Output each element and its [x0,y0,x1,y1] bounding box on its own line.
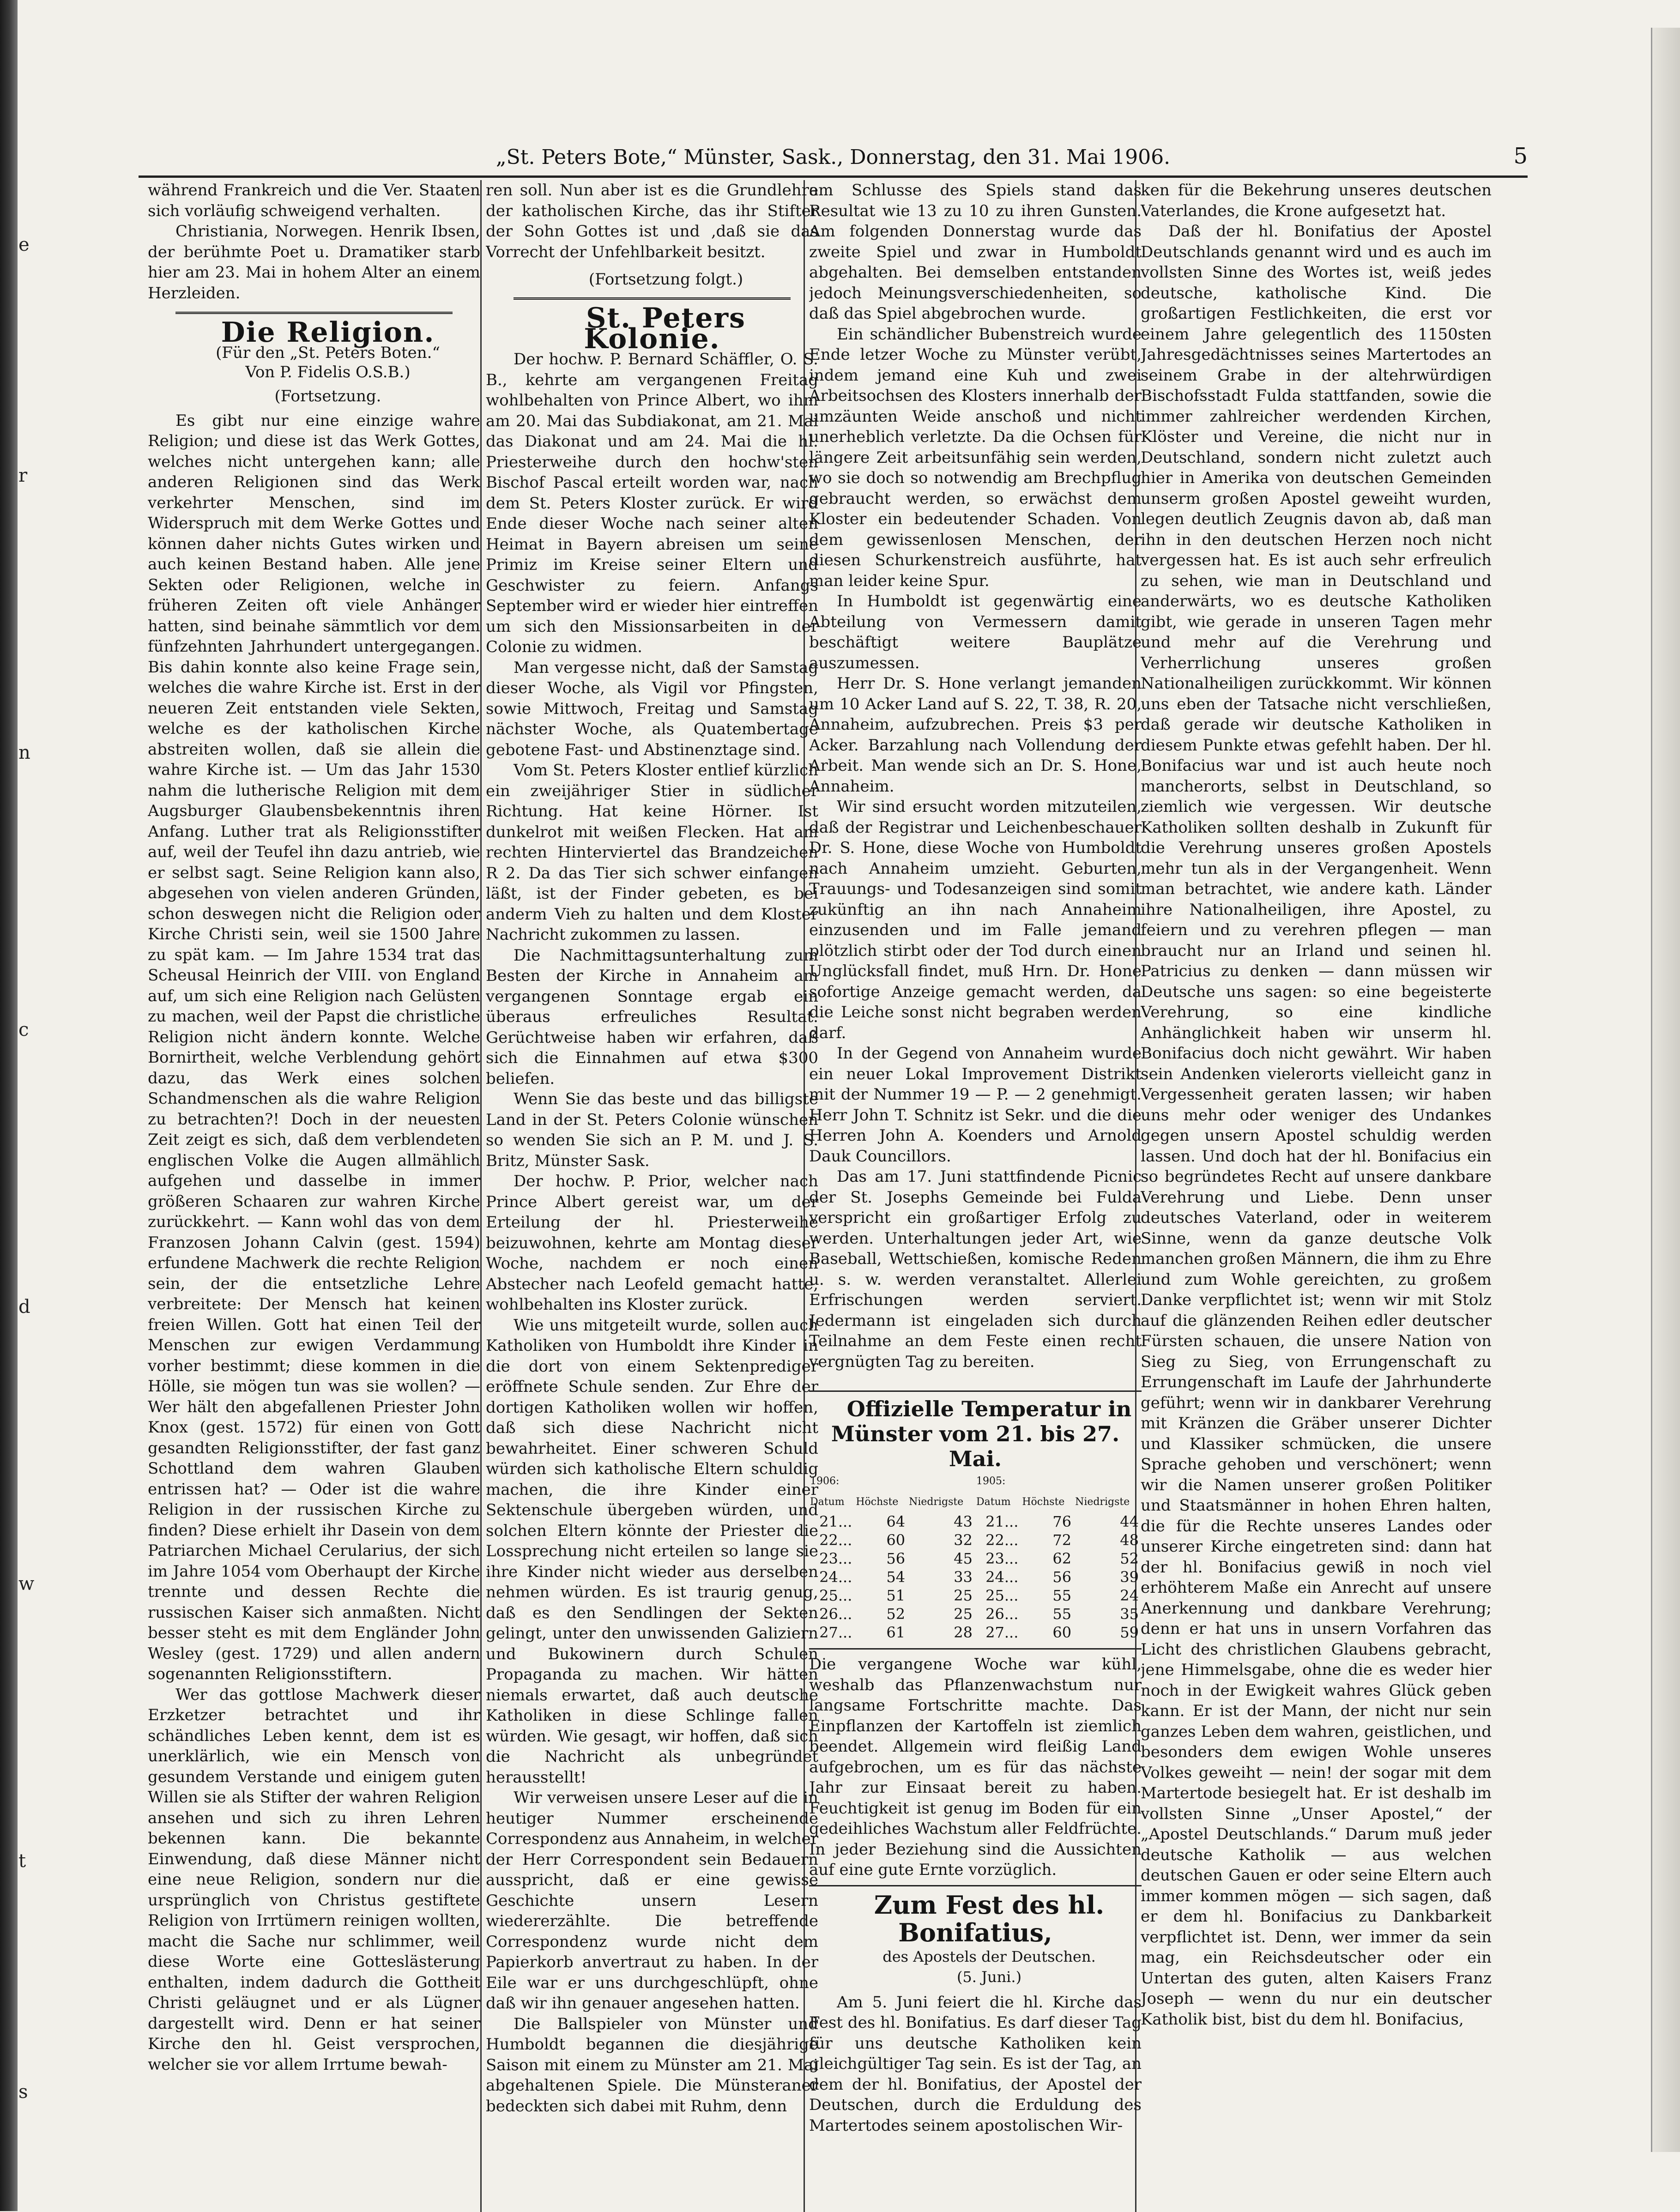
article-paragraph: Am 5. Juni feiert die hl. Kirche das Fest des hl. Bonifatius. Es darf dieser Tag für uns deutsche Katholiken kein gleichgültiger Tag sein. Es ist der Tag, an dem der hl. Bonifatius, der Apostel der Deutschen, durch die Erduldung des Martertodes seinem apostolischen Wir- [809,1993,1142,2135]
news-item: Vom St. Peters Kloster entlief kürzlich ein zweijähriger Stier in südlicher Richtung. Hat keine Hörner. Ist dunkelrot mit weißen Flecken. Hat am rechten Hinterviertel das Brandzeichen R 2. Da das Tier sich schwer einfangen läßt, ist der Finder gebeten, es bei anderm Vieh zu halten und dem Kloster Nachricht zukommen zu lassen. [486,761,818,944]
table-cell: 60 [886,1531,906,1549]
table-cell: 24... [819,1568,852,1586]
news-item: Ein schändlicher Bubenstreich wurde Ende letzer Woche zu Münster verübt, indem jemand eine Kuh und zwei Arbeitsochsen des Klosters innerhalb der umzäunten Weide anschoß und nicht unerheblich verletzte. Da die Ochsen für längere Zeit arbeitsunfähig sein werden, wo sie doch so notwendig am Brechpflug gebraucht werden, so erwächst dem Kloster ein bedeutender Schaden. Von dem gewissenlosen Menschen, der diesen Schurkenstreich ausführte, hat man leider keine Spur. [809,325,1142,590]
table-cell: 25 [954,1587,973,1604]
table-cell: 61 [886,1624,906,1641]
table-cell: 32 [954,1531,973,1549]
table-row [809,1586,1142,1605]
article-paragraph: ken für die Bekehrung unseres deutschen Vaterlandes, die Krone aufgesetzt hat. [1141,181,1492,220]
table-cell: 25 [954,1605,973,1623]
margin-fragment: c [18,1019,29,1040]
table-cell: 64 [886,1513,906,1530]
margin-fragment: n [18,742,30,763]
margin-fragment: w [18,1573,35,1595]
table-cell: 72 [1052,1531,1072,1549]
header-rule [139,175,1528,178]
news-item: Wir verweisen unsere Leser auf die in heutiger Nummer erscheinende Correspondenz aus Annaheim, in welcher der Herr Correspondent sein Bedauern ausspricht, daß er eine gewisse Geschichte unsern Lesern wiedererzählte. Die betreffende Correspondenz wurde nicht dem Papierkorb anvertraut zu haben. In der Eile war er uns durchgeschlüpft, ohne daß wir ihn genauer angesehen hatten. [486,1789,818,2013]
column-header: Datum [810,1496,845,1508]
section-divider [809,1885,1142,1886]
section-divider [809,1390,1142,1392]
table-cell: 23... [985,1550,1019,1567]
news-item: Christiania, Norwegen. Henrik Ibsen, der berühmte Poet u. Dramatiker starb hier am 23. Mai in hohem Alter an einem Herzleiden. [148,222,480,302]
news-item: Der hochw. P. Bernard Schäffler, O. S. B., kehrte am vergangenen Freitag wohlbehalten von Prince Albert, wo ihm am 20. Mai das Subdiakonat, am 21. Mai das Diakonat und am 24. Mai die hl. Priesterweihe durch den hochw'sten Bischof Pascal erteilt worden war, nach dem St. Peters Kloster zurück. Er wird Ende dieser Woche nach seiner alten Heimat in Bayern abreisen um seine Primiz im Kreise seiner Eltern und Geschwister zu feiern. Anfangs September wird er wieder hier eintreffen um sich den Missionsarbeiten in der Colonie zu widmen. [486,350,818,656]
weather-note: Die vergangene Woche war kühl, weshalb das Pflanzenwachstum nur langsame Fortschritte machte. Das Einpflanzen der Kartoffeln ist ziemlich beendet. Allgemein wird fleißig Land aufgebrochen, um es für das nächste Jahr zur Einsaat bereit zu haben. Feuchtigkeit ist genug im Boden für ein gedeihliches Wachstum aller Feldfrüchte. In jeder Beziehung sind die Aussichten auf eine gute Ernte vorzüglich. [809,1655,1142,1879]
table-cell: 62 [1052,1550,1072,1567]
table-cell: 56 [886,1550,906,1567]
table-cell: 48 [1120,1531,1139,1549]
table-cell: 23... [819,1550,852,1567]
column-header: Niedrigste [1075,1496,1130,1508]
margin-fragment: d [18,1296,30,1318]
margin-fragment: s [18,2081,28,2103]
news-item: In der Gegend von Annaheim wurde ein neuer Lokal Improvement Distrikt mit der Nummer 19 — P. — 2 genehmigt. Herr John T. Schnitz ist Sekr. und die die Herren John A. Koenders und Arnold Dauk Councillors. [809,1044,1142,1166]
column-4 [1141,180,1492,2030]
table-cell: 44 [1120,1513,1139,1530]
temperature-title: Offizielle Temperatur in Münster vom 21. bis 27. Mai. [831,1396,1132,1471]
section-title: St. Peters Kolonie. [584,302,746,355]
table-cell: 60 [1052,1624,1072,1641]
temperature-rows [809,1512,1142,1642]
news-item: Der hochw. P. Prior, welcher nach Prince Albert gereist war, um der Erteilung der hl. Priesterweihe beizuwohnen, kehrte am Montag dieser Woche, nachdem er noch einen Abstecher nach Leofeld gemacht hatte, wohlbehalten ins Kloster zurück. [486,1172,818,1314]
column-header: Höchste [1022,1496,1065,1508]
fest-title: Zum Fest des hl. Bonifatius, [874,1890,1105,1947]
fest-date: (5. Juni.) [956,1968,1022,1986]
article-paragraph: ren soll. Nun aber ist es die Grundlehre der katholischen Kirche, das ihr Stifter der Sohn Gottes ist und ‚daß sie das Vorrecht der Unfehlbarkeit besitzt. [486,181,818,261]
section-divider [809,1648,1142,1650]
table-cell: 52 [1120,1550,1139,1567]
column-1 [148,180,480,2075]
year-label: 1905: [976,1475,1006,1487]
article-paragraph: Daß der hl. Bonifatius der Apostel Deutschlands genannt wird und es auch im vollsten Sinne des Wortes ist, weiß jedes deutsche, katholische Kind. Die großartigen Festlichkeiten, die erst vor einem Jahre gelegentlich des 1150sten Jahresgedächtnisses seines Martertodes an seinem Grabe in der altehrwürdigen Bischofsstadt Fulda stattfanden, sowie die immer zahlreicher werdenden Kirchen, Klöster und Vereine, die nicht nur in Deutschland, sondern nicht zuletzt auch hier in Amerika von deutschen Gemeinden unserm großen Apostel geweiht wurden, legen deutlich Zeugnis davon ab, daß man ihn in den deutschen Herzen noch nicht vergessen hat. Es ist auch sehr erfreulich zu sehen, wie man in Deutschland und anderwärts, wo es deutsche Katholiken gibt, wie gerade in unseren Tagen mehr und mehr auf die Verehrung und Verherrlichung unseres großen Nationalheiligen zurückkommt. Wir können uns eben der Tatsache nicht verschließen, daß gerade wir deutsche Katholiken in diesem Punkte etwas gefehlt haben. Der hl. Bonifacius war und ist auch heute noch mancherorts, selbst in Deutschland, so ziemlich wie vergessen. Wir deutsche Katholiken sollten deshalb in Zukunft für die Verehrung unseres großen Apostels mehr tun als in der Vergangenheit. Wenn man betrachtet, wie andere kath. Länder ihre Nationalheiligen, ihre Apostel, zu feiern und zu verehren pflegen — man braucht nur an Irland und seinen hl. Patricius zu denken — dann müssen wir Deutsche uns sagen: so eine begeisterte Verehrung, so eine kindliche Anhänglichkeit haben wir unserm hl. Bonifacius doch nicht gewährt. Wir haben sein Andenken vielerorts vielleicht ganz in Vergessenheit geraten lassen; wir haben uns mehr oder weniger des Undankes gegen unsern Apostel schuldig werden lassen. Und doch hat der hl. Bonifacius ein so begründetes Recht auf unsere dankbare Verehrung und Liebe. Denn unser deutsches Vaterland, oder in weiterem Sinne, wenn da ganze deutsche Volk manchen großen Männern, die ihm zu Ehre und zum Wohle gereichten, zu großem Danke verpflichtet ist; wenn wir mit Stolz auf die glänzenden Reihen edler deutscher Fürsten schauen, die unsere Nation von Sieg zu Sieg, von Errungenschaft zu Errungenschaft im Laufe der Jahrhunderte geführt; wenn wir in dankbarer Verehrung mit Kränzen die Gräber unserer Dichter und Klassiker schmücken, die unsere Sprache gehoben und verschönert; wenn wir die Namen unserer großen Politiker und Staatsmänner in hohen Ehren halten, die für die Rechte unseres Landes oder unserer Kirche eingetreten sind: dann hat der hl. Bonifacius gewiß in noch viel erhöhterem Maße ein Anrecht auf unsere Anerkennung und dankbare Verehrung; denn er hat uns in unsern Vorfahren das Licht des christlichen Glaubens gebracht, jene Himmelsgabe, ohne die es weder hier noch in der Ewigkeit wahres Glück geben kann. Er ist der Mann, der nicht nur sein ganzes Leben dem wahren, geistlichen, und besonders dem ewigen Wohle unseres Volkes geweiht — nein! der sogar mit dem Martertode besiegelt hat. Er ist deshalb im vollsten Sinne „Unser Apostel,“ der „Apostel Deutschlands.“ Darum muß jeder deutsche Katholik — aus welchen deutschen Gauen er oder seine Eltern auch immer kommen mögen — sich sagen, daß er dem hl. Bonifacius zu Dankbarkeit verpflichtet ist. Denn, wer immer da sein mag, ein Reichsdeutscher oder ein Untertan des guten, alten Kaisers Franz Joseph — wenn du nur ein deutscher Katholik bist, bist du dem hl. Bonifacius, [1141,222,1492,2029]
byline-author: Von P. Fidelis O.S.B.) [245,363,411,381]
column-header: Datum [976,1496,1011,1508]
news-item: In Humboldt ist gegenwärtig eine Abteilung von Vermessern damit beschäftigt weitere Bauplätze auszumessen. [809,592,1142,672]
margin-fragment: t [18,1850,26,1872]
table-cell: 55 [1052,1605,1072,1623]
book-spine-shadow [0,0,18,2211]
table-cell: 35 [1120,1605,1139,1623]
table-cell: 21... [819,1513,852,1530]
news-item: am Schlusse des Spiels stand das Resultat wie 13 zu 10 zu ihren Gunsten. Am folgenden Donnerstag wurde das zweite Spiel und zwar in Humboldt abgehalten. Bei demselben entstanden jedoch Meinungsverschiedenheiten, so daß das Spiel abgebrochen wurde. [809,181,1142,323]
news-item: während Frankreich und die Ver. Staaten sich vorläufig schweigend verhalten. [148,181,480,220]
byline: (Für den „St. Peters Boten.“ [216,343,440,362]
masthead: „St. Peters Bote,“ Münster, Sask., Donnerstag, den 31. Mai 1906. [496,145,1171,169]
margin-fragment: e [18,234,30,255]
table-cell: 59 [1120,1624,1139,1641]
table-cell: 27... [985,1624,1019,1641]
table-cell: 27... [819,1624,852,1641]
table-row [809,1623,1142,1642]
column-3 [809,180,1142,2136]
table-cell: 76 [1052,1513,1072,1530]
column-separator [480,180,482,2212]
table-cell: 21... [985,1513,1019,1530]
table-cell: 26... [819,1605,852,1623]
continuation-note: (Fortsetzung folgt.) [588,270,743,289]
table-cell: 45 [954,1550,973,1567]
fest-subtitle: des Apostels der Deutschen. [882,1947,1096,1965]
news-item: Die Nachmittagsunterhaltung zum Besten der Kirche in Annaheim am vergangenen Sonntage ergab ein überaus erfreuliches Resultat. Gerüchtweise haben wir erfahren, daß sich die Einnahmen auf etwa $300 beliefen. [486,946,818,1088]
article-title: Die Religion. [221,316,435,349]
column-2 [486,180,818,2116]
page-number: 5 [1513,143,1528,169]
table-cell: 24... [985,1568,1019,1586]
table-row [809,1568,1142,1586]
table-cell: 22... [819,1531,852,1549]
table-cell: 54 [886,1568,906,1586]
table-cell: 28 [954,1624,973,1641]
table-row [809,1531,1142,1549]
column-header: Höchste [856,1496,899,1508]
section-divider [175,312,453,314]
table-cell: 56 [1052,1568,1072,1586]
page-header [139,139,1528,175]
news-item: Wir sind ersucht worden mitzuteilen, daß der Registrar und Leichenbeschauer Dr. S. Hone, diese Woche von Humboldt nach Annaheim umzieht. Geburten, Trauungs- und Todesanzeigen sind somit zukünftig an ihn nach Annaheim einzusenden und im Falle jemand plötzlich stirbt oder der Tod durch einen Unglücksfall findet, muß Hrn. Dr. Hone sofortige Anzeige gemacht werden, da die Leiche sonst nicht begraben werden darf. [809,798,1142,1042]
table-row [809,1549,1142,1568]
table-cell: 26... [985,1605,1019,1623]
year-label: 1906: [810,1475,840,1487]
article-paragraph: Wer das gottlose Machwerk dieser Erzketzer betrachtet und ihr schändliches Leben kennt, dem ist es unerklärlich, wie ein Mensch von gesundem Verstande und einigem guten Willen sie als Stifter der wahren Religion ansehen und sich zu ihren Lehren bekennen kann. Die bekannte Einwendung, daß diese Männer nicht eine neue Religion, sondern nur die ursprünglich von Christus gestiftete Religion von Irrtümern reinigen wollten, macht die Sache nur schlimmer, weil diese Worte eine Gotteslästerung enthalten, indem dadurch die Gottheit Christi geläugnet und er als Lügner dargestellt wird. Denn er hat seiner Kirche den hl. Geist versprochen, welcher sie vor allem Irrtume bewah- [148,1685,480,2074]
table-cell: 24 [1120,1587,1139,1604]
margin-fragment: r [18,465,28,486]
table-cell: 22... [985,1531,1019,1549]
table-cell: 25... [985,1587,1019,1604]
table-row [809,1605,1142,1623]
section-divider [514,297,791,300]
news-item: Das am 17. Juni stattfindende Picnic der St. Josephs Gemeinde bei Fulda verspricht ein großartiger Erfolg zu werden. Unterhaltungen jeder Art, wie Baseball, Wettschießen, komische Reden u. s. w. werden veranstaltet. Allerlei Erfrischungen werden serviert. Jedermann ist eingeladen sich durch Teilnahme an dem Feste einen recht vergnügten Tag zu bereiten. [809,1167,1142,1371]
column-header: Niedrigste [909,1496,964,1508]
table-cell: 39 [1120,1568,1139,1586]
table-cell: 52 [886,1605,906,1623]
news-item: Herr Dr. S. Hone verlangt jemanden um 10 Acker Land auf S. 22, T. 38, R. 20, Annaheim, aufzubrechen. Preis $3 per Acker. Barzahlung nach Vollendung der Arbeit. Man wende sich an Dr. S. Hone, Annaheim. [809,674,1142,796]
table-cell: 43 [954,1513,973,1530]
news-item: Die Ballspieler von Münster und Humboldt begannen die diesjährige Saison mit einem zu Münster am 21. Mai abgehaltenen Spiele. Die Münsteraner bedeckten sich dabei mit Ruhm, denn [486,2014,818,2115]
news-item: Wie uns mitgeteilt wurde, sollen auch Katholiken von Humboldt ihre Kinder in die dort von einem Sektenprediger eröffnete Schule senden. Zur Ehre der dortigen Katholiken wollen wir hoffen, daß sich diese Nachricht nicht bewahrheitet. Einer schweren Schuld würden sich katholische Eltern schuldig machen, die ihre Kinder einer Sektenschule übergeben würden, und solchen Eltern könnte der Priester die Lossprechung nicht erteilen so lange sie ihre Kinder nicht wieder aus derselben nehmen würden. Es ist traurig genug, daß es den Sendlingen der Sekten gelingt, unter den unwissenden Galiziern und Bukowinern durch Schulen Propaganda zu machen. Wir hätten niemals erwartet, daß auch deutsche Katholiken in diese Schlinge fallen würden. Wie gesagt, wir hoffen, daß sich die Nachricht als unbegründet herausstellt! [486,1316,818,1787]
temperature-table [809,1471,1142,1642]
continuation-note: (Fortsetzung. [274,387,381,405]
table-row [809,1512,1142,1531]
table-cell: 25... [819,1587,852,1604]
table-cell: 51 [886,1587,906,1604]
news-item: Wenn Sie das beste und das billigste Land in der St. Peters Colonie wünschen so wenden Sie sich an P. M. und J. S. Britz, Münster Sask. [486,1090,818,1170]
table-cell: 55 [1052,1587,1072,1604]
table-cell: 33 [954,1568,973,1586]
article-paragraph: Es gibt nur eine einzige wahre Religion; und diese ist das Werk Gottes, welches nicht untergehen kann; alle anderen Religionen sind das Werk verkehrter Menschen, sind im Widerspruch mit dem Werke Gottes und können daher nichts Gutes wirken und auch keinen Bestand haben. Alle jene Sekten oder Religionen, welche in früheren Zeiten oft viele Anhänger hatten, sind beinahe sämmtlich vor dem fünfzehnten Jahrhundert untergegangen. Bis dahin konnte also keine Frage sein, welches die wahre Kirche ist. Erst in der neueren Zeit entstanden viele Sekten, welche es der katholischen Kirche abstreiten wollen, daß sie allein die wahre Kirche ist. — Um das Jahr 1530 nahm die lutherische Religion mit dem Augsburger Glaubensbekenntnis ihren Anfang. Luther trat als Religionsstifter auf, weil der Teufel ihn dazu antrieb, wie er selbst sagt. Seine Religion kann also, abgesehen von vielen anderen Gründen, schon deswegen nicht die Religion oder Kirche Christi sein, weil sie 1500 Jahre zu spät kam. — Im Jahre 1534 trat das Scheusal Heinrich der VIII. von England auf, um sich eine Religion nach Gelüsten zu machen, weil der Papst die christliche Religion nicht ändern konnte. Welche Bornirtheit, welche Verblendung gehört dazu, das Werk eines solchen Schandmenschen als die wahre Religion zu betrachten?! Doch in der neuesten Zeit zeigt es sich, daß dem verblendeten englischen Volke die Augen allmählich aufgehen und dasselbe in immer größeren Schaaren zur wahren Kirche zurückkehrt. — Kann wohl das von dem Franzosen Johann Calvin (gest. 1594) erfundene Machwerk die rechte Religion sein, der die entsetzliche Lehre verbreitete: Der Mensch hat keinen freien Willen. Gott hat einen Teil der Menschen zur ewigen Verdammung vorher bestimmt; diese kommen in die Hölle, sie mögen tun was sie wollen? — Wer hält den abgefallenen Priester John Knox (gest. 1572) für einen von Gott gesandten Religionsstifter, der fast ganz Schottland dem wahren Glauben entrissen hat? — Oder ist die wahre Religion in der russischen Kirche zu finden? Diese erhielt ihr Dasein von dem Patriarchen Michael Cerularius, der sich im Jahre 1054 vom Oberhaupt der Kirche trennte und dessen Rechte die russischen Kaiser sich anmaßten. Nicht besser steht es mit dem Engländer John Wesley (gest. 1729) und allen andern sogenannten Religionsstiftern. [148,411,480,1683]
news-item: Man vergesse nicht, daß der Samstag dieser Woche, als Vigil vor Pfingsten, sowie Mittwoch, Freitag und Samstag nächster Woche, als Quatembertage gebotene Fast- und Abstinenztage sind. [486,658,818,759]
page-edge [1651,28,1680,2152]
